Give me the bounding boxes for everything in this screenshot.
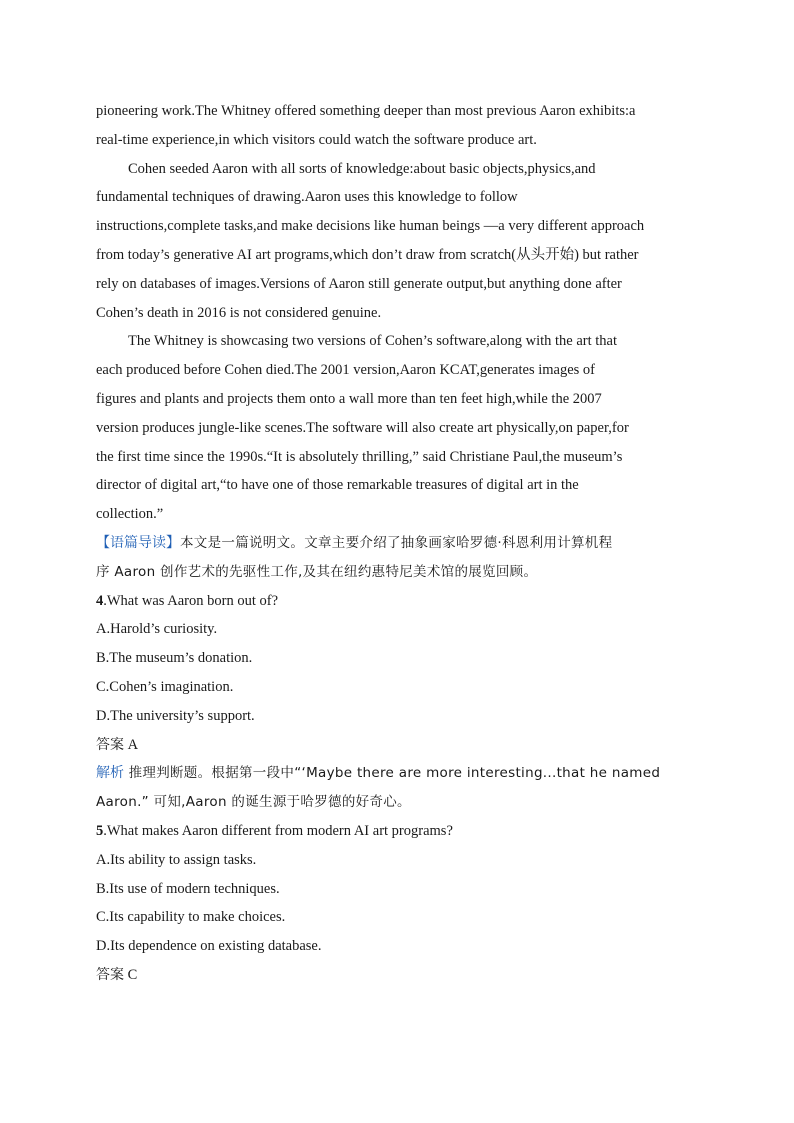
question-number: 5 bbox=[96, 822, 104, 839]
option-d: D.The university’s support. bbox=[96, 707, 255, 724]
analysis-label: 解析 bbox=[96, 765, 124, 782]
answer-value: C bbox=[124, 966, 138, 983]
question-number: 4 bbox=[96, 592, 104, 609]
question-text: .What makes Aaron different from modern AI art programs? bbox=[103, 822, 453, 839]
answer-label: 答案 bbox=[96, 736, 124, 753]
text-line: version produces jungle-like scenes.The software will also create art physically,on paper,for bbox=[96, 419, 629, 436]
option-b: B.Its use of modern techniques. bbox=[96, 880, 280, 897]
option-a: A.Its ability to assign tasks. bbox=[96, 851, 257, 868]
question-stem bbox=[96, 817, 698, 846]
document-content bbox=[96, 97, 698, 990]
text-line: director of digital art,“to have one of those remarkable treasures of digital art in the bbox=[96, 477, 579, 494]
passage-paragraph-3 bbox=[96, 327, 698, 529]
text-line: The Whitney is showcasing two versions of Cohen’s software,along with the art that bbox=[128, 333, 618, 350]
analysis-line: Aaron.” 可知,Aaron 的诞生源于哈罗德的好奇心。 bbox=[96, 794, 411, 811]
question-stem bbox=[96, 587, 698, 616]
reading-guide bbox=[96, 529, 698, 587]
answer-value: A bbox=[124, 736, 139, 753]
passage-paragraph-1 bbox=[96, 97, 698, 155]
answer-line bbox=[96, 731, 698, 760]
text-line: from today’s generative AI art programs,which don’t draw from scratch(从头开始) but rather bbox=[96, 246, 639, 263]
text-line: fundamental techniques of drawing.Aaron uses this knowledge to follow bbox=[96, 189, 518, 206]
text-line: figures and plants and projects them onto a wall more than ten feet high,while the 2007 bbox=[96, 390, 602, 407]
option-c: C.Its capability to make choices. bbox=[96, 909, 286, 926]
guide-line: 序 Aaron 创作艺术的先驱性工作,及其在纽约惠特尼美术馆的展览回顾。 bbox=[96, 563, 538, 580]
option-c: C.Cohen’s imagination. bbox=[96, 678, 234, 695]
passage-paragraph-2 bbox=[96, 155, 698, 328]
text-line: real-time experience,in which visitors could watch the software produce art. bbox=[96, 131, 537, 148]
analysis-text: 推理判断题。根据第一段中“‘Maybe there are more interesting...that he named bbox=[124, 765, 661, 782]
answer-label: 答案 bbox=[96, 966, 124, 983]
text-line: each produced before Cohen died.The 2001 version,Aaron KCAT,generates images of bbox=[96, 362, 596, 379]
option-b: B.The museum’s donation. bbox=[96, 650, 253, 667]
guide-tag: 【语篇导读】 bbox=[96, 534, 180, 551]
text-line: instructions,complete tasks,and make decisions like human beings —a very different approach bbox=[96, 218, 645, 235]
text-line: the first time since the 1990s.“It is absolutely thrilling,” said Christiane Paul,the museum’s bbox=[96, 448, 623, 465]
guide-line bbox=[96, 529, 698, 558]
text-line: collection.” bbox=[96, 506, 164, 523]
text-line: Cohen’s death in 2016 is not considered genuine. bbox=[96, 304, 382, 321]
answer-line bbox=[96, 961, 698, 990]
text-line: pioneering work.The Whitney offered something deeper than most previous Aaron exhibits:a bbox=[96, 103, 636, 119]
question-4 bbox=[96, 587, 698, 817]
text-line: Cohen seeded Aaron with all sorts of knowledge:about basic objects,physics,and bbox=[128, 160, 596, 177]
option-d: D.Its dependence on existing database. bbox=[96, 938, 322, 955]
guide-text: 本文是一篇说明文。文章主要介绍了抽象画家哈罗德·科恩利用计算机程 bbox=[180, 534, 613, 551]
text-line: rely on databases of images.Versions of Aaron still generate output,but anything done after bbox=[96, 275, 622, 292]
analysis-line bbox=[96, 759, 698, 788]
option-a: A.Harold’s curiosity. bbox=[96, 621, 218, 638]
question-text: .What was Aaron born out of? bbox=[103, 592, 279, 609]
question-5 bbox=[96, 817, 698, 990]
